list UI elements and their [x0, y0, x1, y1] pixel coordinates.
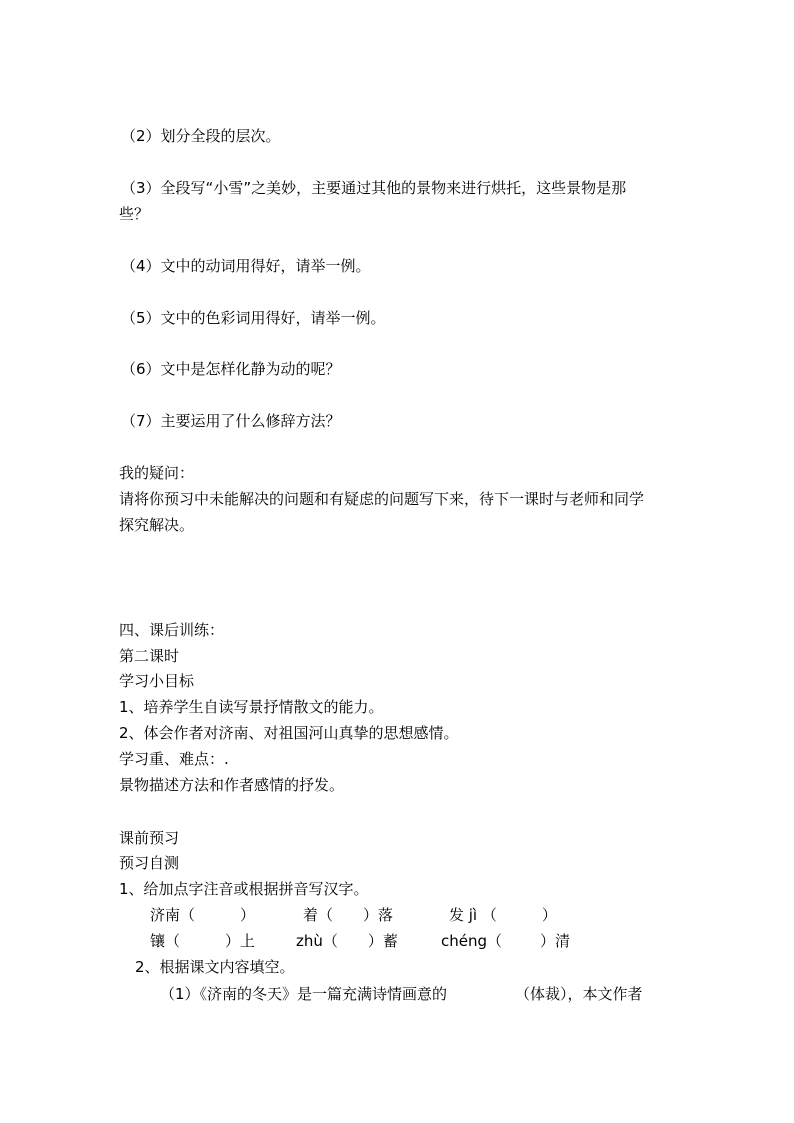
- item-pinyin: chéng: [441, 932, 488, 950]
- item-word: 上: [240, 932, 256, 950]
- task-2: 2、根据课文内容填空。: [135, 958, 295, 976]
- item-word: 落: [378, 906, 394, 924]
- preview-title: 课前预习: [119, 829, 180, 847]
- item-word: 着: [303, 906, 319, 924]
- key-points: 景物描述方法和作者感情的抒发。: [119, 776, 345, 794]
- goal-1: 1、培养学生自读写景抒情散文的能力。: [119, 698, 384, 716]
- question-5: （5）文中的色彩词用得好，请举一例。: [121, 309, 386, 327]
- my-questions-line-2: 探究解决。: [119, 516, 195, 534]
- pinyin-item-zhuoluo: 着（ ）落: [303, 906, 394, 924]
- task-2-item-1-text: （1）《济南的冬天》是一篇充满诗情画意的: [160, 985, 448, 1003]
- goal-2: 2、体会作者对济南、对祖国河山真挚的思想感情。: [119, 724, 459, 742]
- task-1: 1、给加点字注音或根据拼音写汉字。: [119, 880, 369, 898]
- item-word: 镶: [150, 932, 166, 950]
- lesson-label: 第二课时: [119, 647, 180, 665]
- item-word: 济南: [150, 906, 181, 924]
- pinyin-item-zhuxu: zhù（ ）蓄: [296, 932, 398, 950]
- item-word: 蓄: [382, 932, 398, 950]
- self-test-title: 预习自测: [119, 854, 180, 872]
- question-2: （2）划分全段的层次。: [121, 127, 281, 145]
- my-questions-title: 我的疑问：: [119, 464, 195, 482]
- question-7: （7）主要运用了什么修辞方法？: [121, 412, 341, 430]
- pinyin-item-chengqing: chéng（ ）清: [441, 932, 571, 950]
- goals-title: 学习小目标: [119, 672, 195, 690]
- pinyin-item-xiangshang: 镶（ ）上: [150, 932, 256, 950]
- pinyin-item-fa-ji: 发 jì （ ）: [449, 906, 557, 924]
- question-4: （4）文中的动词用得好，请举一例。: [121, 257, 371, 275]
- section-title-after-class: 四、课后训练：: [119, 621, 225, 639]
- question-3-line-1: （3）全段写“小雪”之美妙，主要通过其他的景物来进行烘托，这些景物是那: [121, 179, 627, 197]
- pinyin-item-jinan: 济南（ ）: [150, 906, 256, 924]
- item-pinyin: zhù: [296, 932, 323, 950]
- key-points-title: 学习重、难点：.: [119, 750, 229, 768]
- question-6: （6）文中是怎样化静为动的呢？: [121, 360, 341, 378]
- task-2-item-1-text-end: （体裁），本文作者: [515, 985, 643, 1003]
- item-pinyin: 发 jì: [449, 906, 478, 924]
- my-questions-line-1: 请将你预习中未能解决的问题和有疑虑的问题写下来，待下一课时与老师和同学: [119, 490, 645, 508]
- task-2-item-1: [160, 984, 643, 1004]
- item-word: 清: [555, 932, 571, 950]
- question-3-line-2: 些？: [119, 205, 150, 223]
